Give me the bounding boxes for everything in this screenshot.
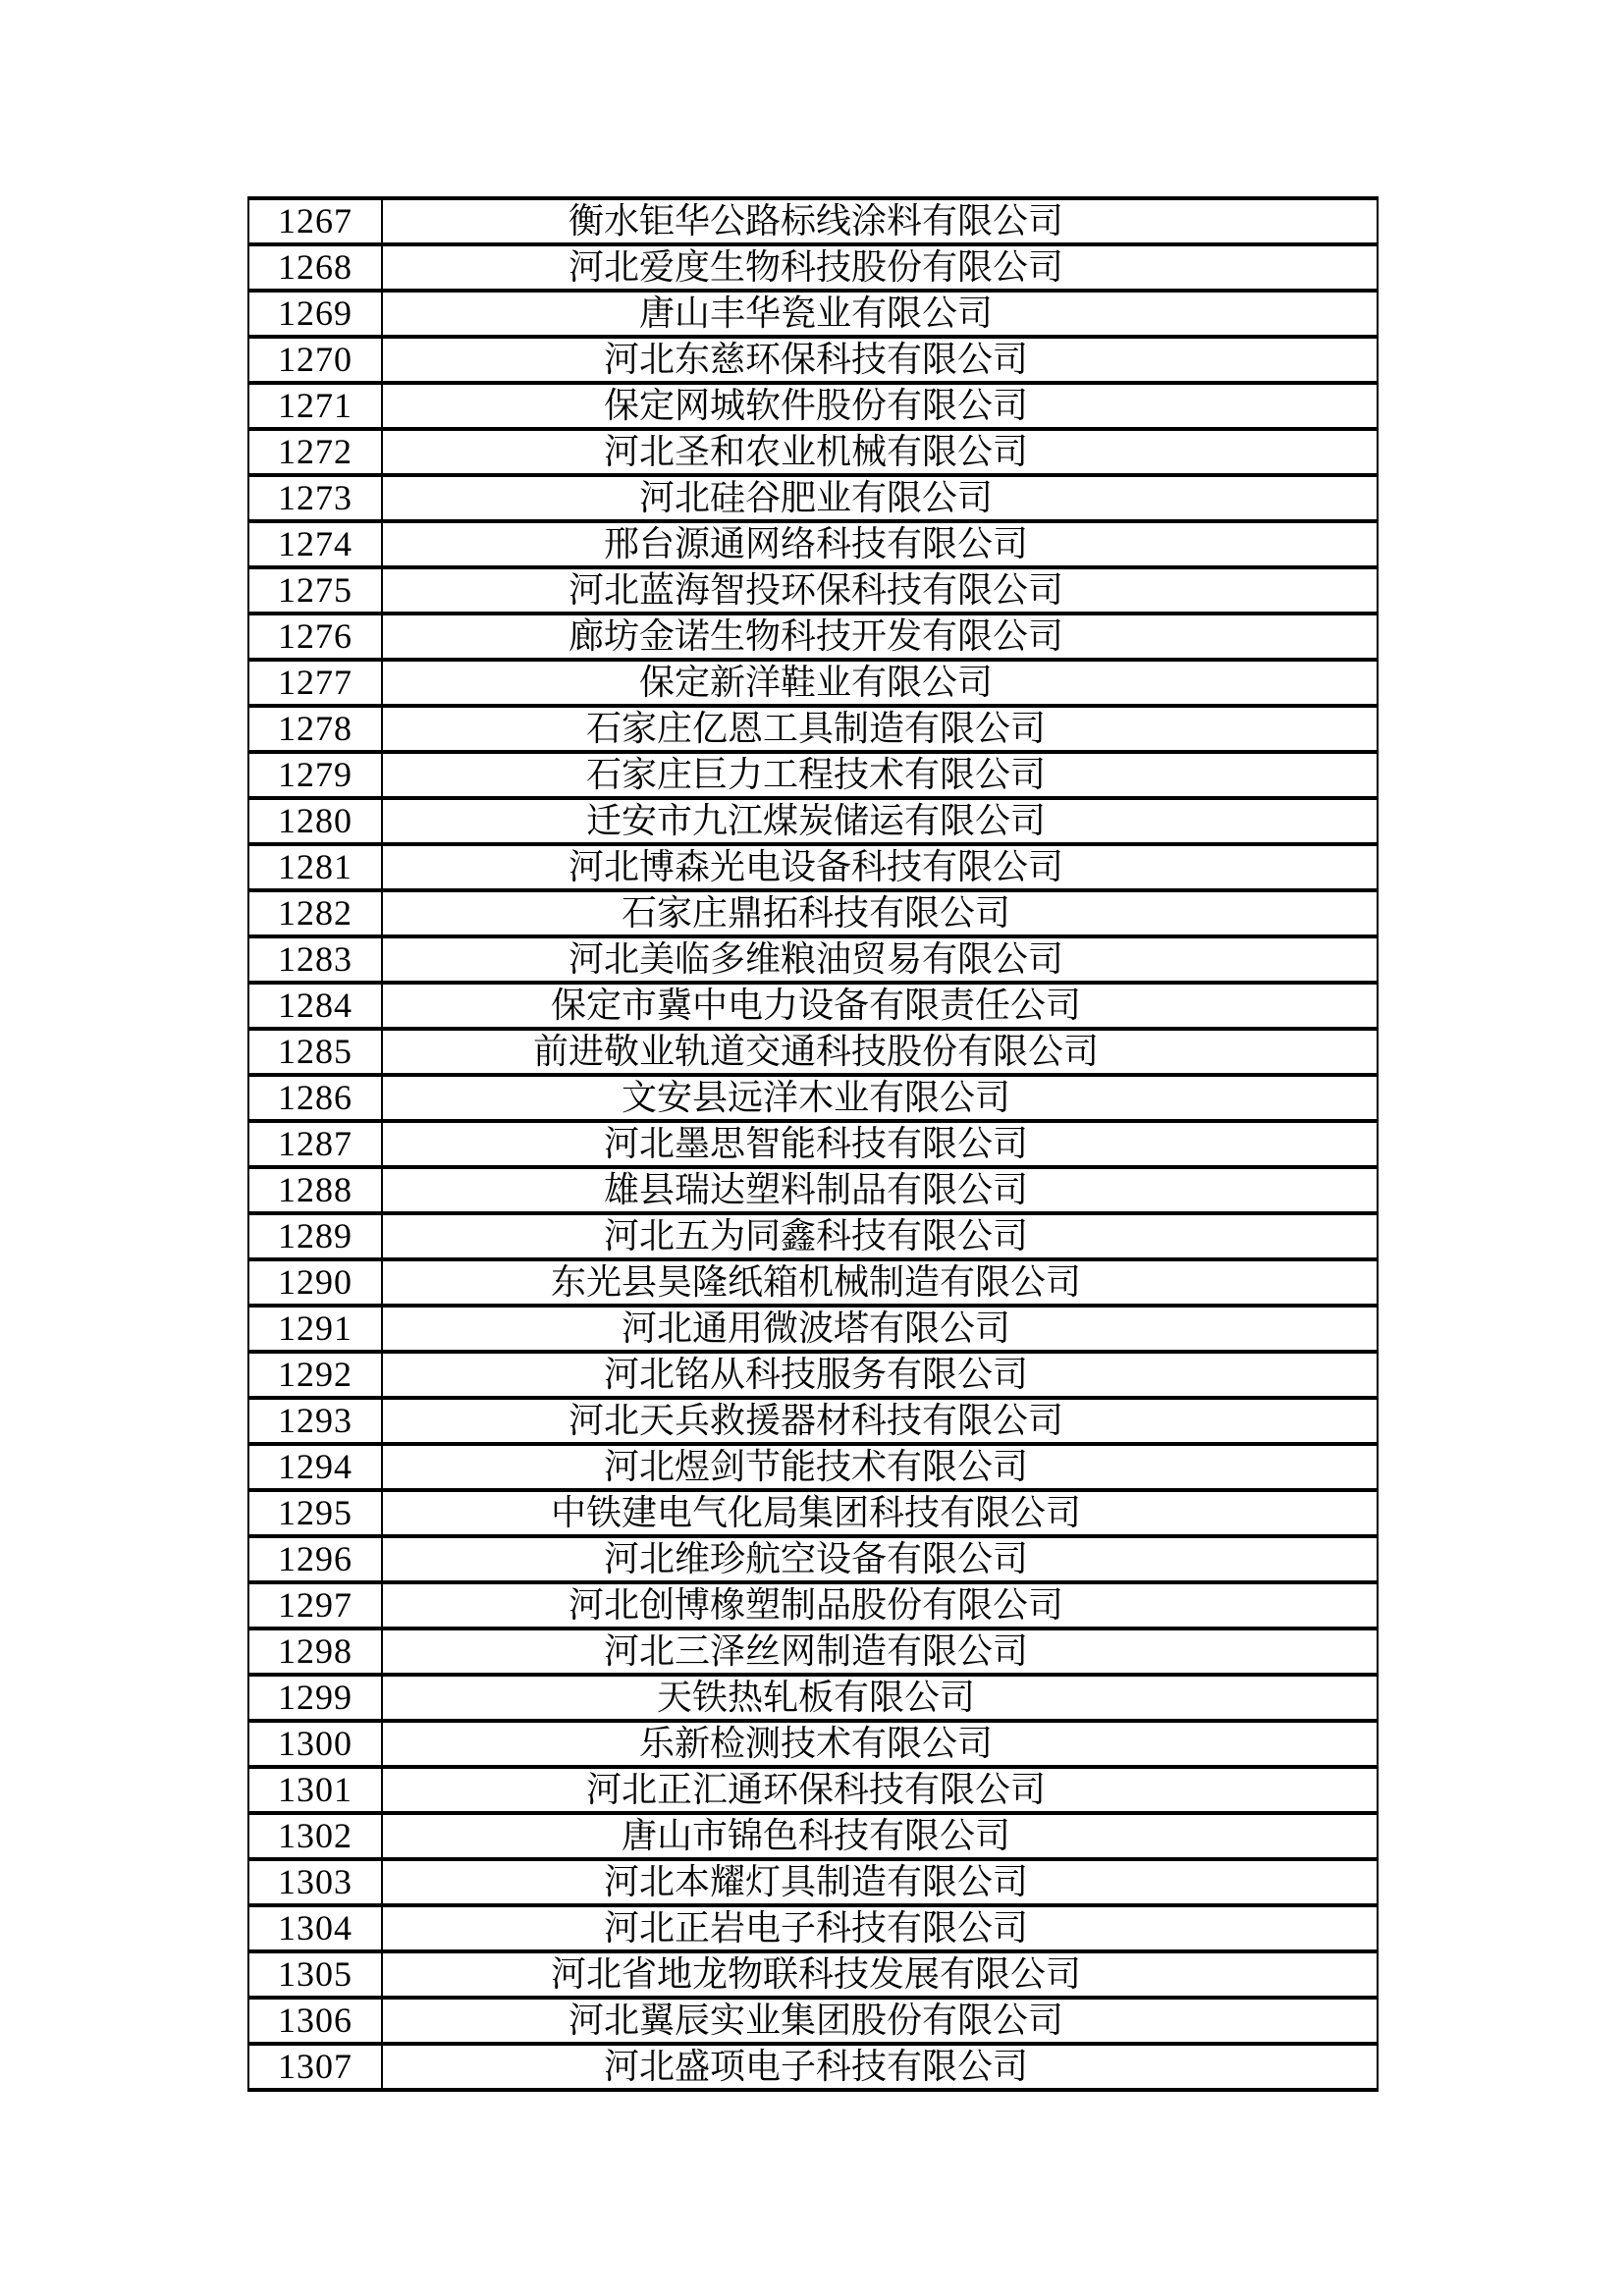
table-row (248, 1167, 1378, 1213)
company-name-cell: 河北正岩电子科技有限公司 (382, 1905, 1378, 1951)
row-number-cell: 1279 (248, 752, 382, 798)
table-row (248, 198, 1378, 244)
company-name-cell: 河北墨思智能科技有限公司 (382, 1121, 1378, 1167)
company-name-cell: 石家庄鼎拓科技有限公司 (382, 890, 1378, 936)
company-name-cell: 河北通用微波塔有限公司 (382, 1306, 1378, 1352)
company-name-cell: 河北盛项电子科技有限公司 (382, 2044, 1378, 2090)
row-number-cell: 1297 (248, 1582, 382, 1629)
company-name-cell: 河北三泽丝网制造有限公司 (382, 1629, 1378, 1675)
table-row (248, 1813, 1378, 1859)
company-name-cell: 唐山市锦色科技有限公司 (382, 1813, 1378, 1859)
row-number-cell: 1272 (248, 429, 382, 475)
row-number-cell: 1284 (248, 983, 382, 1029)
company-name-cell: 河北东慈环保科技有限公司 (382, 337, 1378, 383)
company-name-cell: 河北爱度生物科技股份有限公司 (382, 244, 1378, 291)
table-row (248, 521, 1378, 567)
company-name-cell: 保定网城软件股份有限公司 (382, 383, 1378, 429)
company-name-cell: 河北正汇通环保科技有限公司 (382, 1767, 1378, 1813)
table-row (248, 936, 1378, 983)
table-row (248, 1029, 1378, 1075)
table-row (248, 1767, 1378, 1813)
table-row (248, 1121, 1378, 1167)
table-row (248, 1536, 1378, 1582)
row-number-cell: 1278 (248, 706, 382, 752)
company-list-table (247, 196, 1379, 2092)
company-name-cell: 乐新检测技术有限公司 (382, 1721, 1378, 1767)
table-row (248, 475, 1378, 521)
row-number-cell: 1301 (248, 1767, 382, 1813)
table-row (248, 337, 1378, 383)
row-number-cell: 1295 (248, 1490, 382, 1536)
company-name-cell: 迁安市九江煤炭储运有限公司 (382, 798, 1378, 844)
table-row (248, 2044, 1378, 2090)
row-number-cell: 1285 (248, 1029, 382, 1075)
company-name-cell: 天铁热轧板有限公司 (382, 1675, 1378, 1721)
table-row (248, 983, 1378, 1029)
company-name-cell: 河北天兵救援器材科技有限公司 (382, 1398, 1378, 1444)
row-number-cell: 1298 (248, 1629, 382, 1675)
table-row (248, 1075, 1378, 1121)
row-number-cell: 1293 (248, 1398, 382, 1444)
row-number-cell: 1303 (248, 1859, 382, 1905)
table-row (248, 660, 1378, 706)
table-row (248, 798, 1378, 844)
row-number-cell: 1271 (248, 383, 382, 429)
company-name-cell: 河北煜剑节能技术有限公司 (382, 1444, 1378, 1490)
table-row (248, 1675, 1378, 1721)
company-name-cell: 河北硅谷肥业有限公司 (382, 475, 1378, 521)
table-row (248, 567, 1378, 614)
company-name-cell: 文安县远洋木业有限公司 (382, 1075, 1378, 1121)
row-number-cell: 1294 (248, 1444, 382, 1490)
row-number-cell: 1290 (248, 1259, 382, 1306)
row-number-cell: 1280 (248, 798, 382, 844)
table-row (248, 1998, 1378, 2044)
company-name-cell: 河北美临多维粮油贸易有限公司 (382, 936, 1378, 983)
table-row (248, 1213, 1378, 1259)
row-number-cell: 1268 (248, 244, 382, 291)
company-name-cell: 保定新洋鞋业有限公司 (382, 660, 1378, 706)
row-number-cell: 1277 (248, 660, 382, 706)
table-row (248, 244, 1378, 291)
row-number-cell: 1302 (248, 1813, 382, 1859)
table-row (248, 291, 1378, 337)
table-row (248, 1444, 1378, 1490)
row-number-cell: 1291 (248, 1306, 382, 1352)
table-row (248, 1629, 1378, 1675)
table-row (248, 1951, 1378, 1998)
row-number-cell: 1292 (248, 1352, 382, 1398)
company-name-cell: 河北五为同鑫科技有限公司 (382, 1213, 1378, 1259)
table-row (248, 1490, 1378, 1536)
table-row (248, 1306, 1378, 1352)
row-number-cell: 1270 (248, 337, 382, 383)
table-row (248, 429, 1378, 475)
row-number-cell: 1273 (248, 475, 382, 521)
table-row (248, 890, 1378, 936)
row-number-cell: 1281 (248, 844, 382, 890)
company-name-cell: 唐山丰华瓷业有限公司 (382, 291, 1378, 337)
company-name-cell: 石家庄亿恩工具制造有限公司 (382, 706, 1378, 752)
table-row (248, 1352, 1378, 1398)
row-number-cell: 1304 (248, 1905, 382, 1951)
company-name-cell: 河北维珍航空设备有限公司 (382, 1536, 1378, 1582)
table-row (248, 844, 1378, 890)
company-name-cell: 衡水钜华公路标线涂料有限公司 (382, 198, 1378, 244)
table-row (248, 383, 1378, 429)
row-number-cell: 1287 (248, 1121, 382, 1167)
company-table-body (248, 198, 1378, 2090)
company-name-cell: 中铁建电气化局集团科技有限公司 (382, 1490, 1378, 1536)
company-name-cell: 保定市冀中电力设备有限责任公司 (382, 983, 1378, 1029)
row-number-cell: 1275 (248, 567, 382, 614)
company-name-cell: 河北本耀灯具制造有限公司 (382, 1859, 1378, 1905)
company-name-cell: 河北博森光电设备科技有限公司 (382, 844, 1378, 890)
table-row (248, 1905, 1378, 1951)
table-row (248, 1582, 1378, 1629)
company-name-cell: 河北省地龙物联科技发展有限公司 (382, 1951, 1378, 1998)
row-number-cell: 1305 (248, 1951, 382, 1998)
company-name-cell: 河北铭从科技服务有限公司 (382, 1352, 1378, 1398)
company-name-cell: 河北创博橡塑制品股份有限公司 (382, 1582, 1378, 1629)
table-row (248, 1398, 1378, 1444)
table-row (248, 752, 1378, 798)
company-name-cell: 东光县昊隆纸箱机械制造有限公司 (382, 1259, 1378, 1306)
table-row (248, 1859, 1378, 1905)
row-number-cell: 1289 (248, 1213, 382, 1259)
row-number-cell: 1274 (248, 521, 382, 567)
company-name-cell: 廊坊金诺生物科技开发有限公司 (382, 614, 1378, 660)
table-row (248, 706, 1378, 752)
company-name-cell: 石家庄巨力工程技术有限公司 (382, 752, 1378, 798)
row-number-cell: 1282 (248, 890, 382, 936)
row-number-cell: 1283 (248, 936, 382, 983)
company-name-cell: 河北翼辰实业集团股份有限公司 (382, 1998, 1378, 2044)
company-name-cell: 邢台源通网络科技有限公司 (382, 521, 1378, 567)
row-number-cell: 1307 (248, 2044, 382, 2090)
row-number-cell: 1286 (248, 1075, 382, 1121)
row-number-cell: 1296 (248, 1536, 382, 1582)
company-name-cell: 河北圣和农业机械有限公司 (382, 429, 1378, 475)
row-number-cell: 1300 (248, 1721, 382, 1767)
company-name-cell: 雄县瑞达塑料制品有限公司 (382, 1167, 1378, 1213)
row-number-cell: 1269 (248, 291, 382, 337)
table-row (248, 614, 1378, 660)
company-name-cell: 前进敬业轨道交通科技股份有限公司 (382, 1029, 1378, 1075)
row-number-cell: 1276 (248, 614, 382, 660)
row-number-cell: 1299 (248, 1675, 382, 1721)
company-name-cell: 河北蓝海智投环保科技有限公司 (382, 567, 1378, 614)
row-number-cell: 1306 (248, 1998, 382, 2044)
table-row (248, 1259, 1378, 1306)
row-number-cell: 1267 (248, 198, 382, 244)
table-row (248, 1721, 1378, 1767)
row-number-cell: 1288 (248, 1167, 382, 1213)
